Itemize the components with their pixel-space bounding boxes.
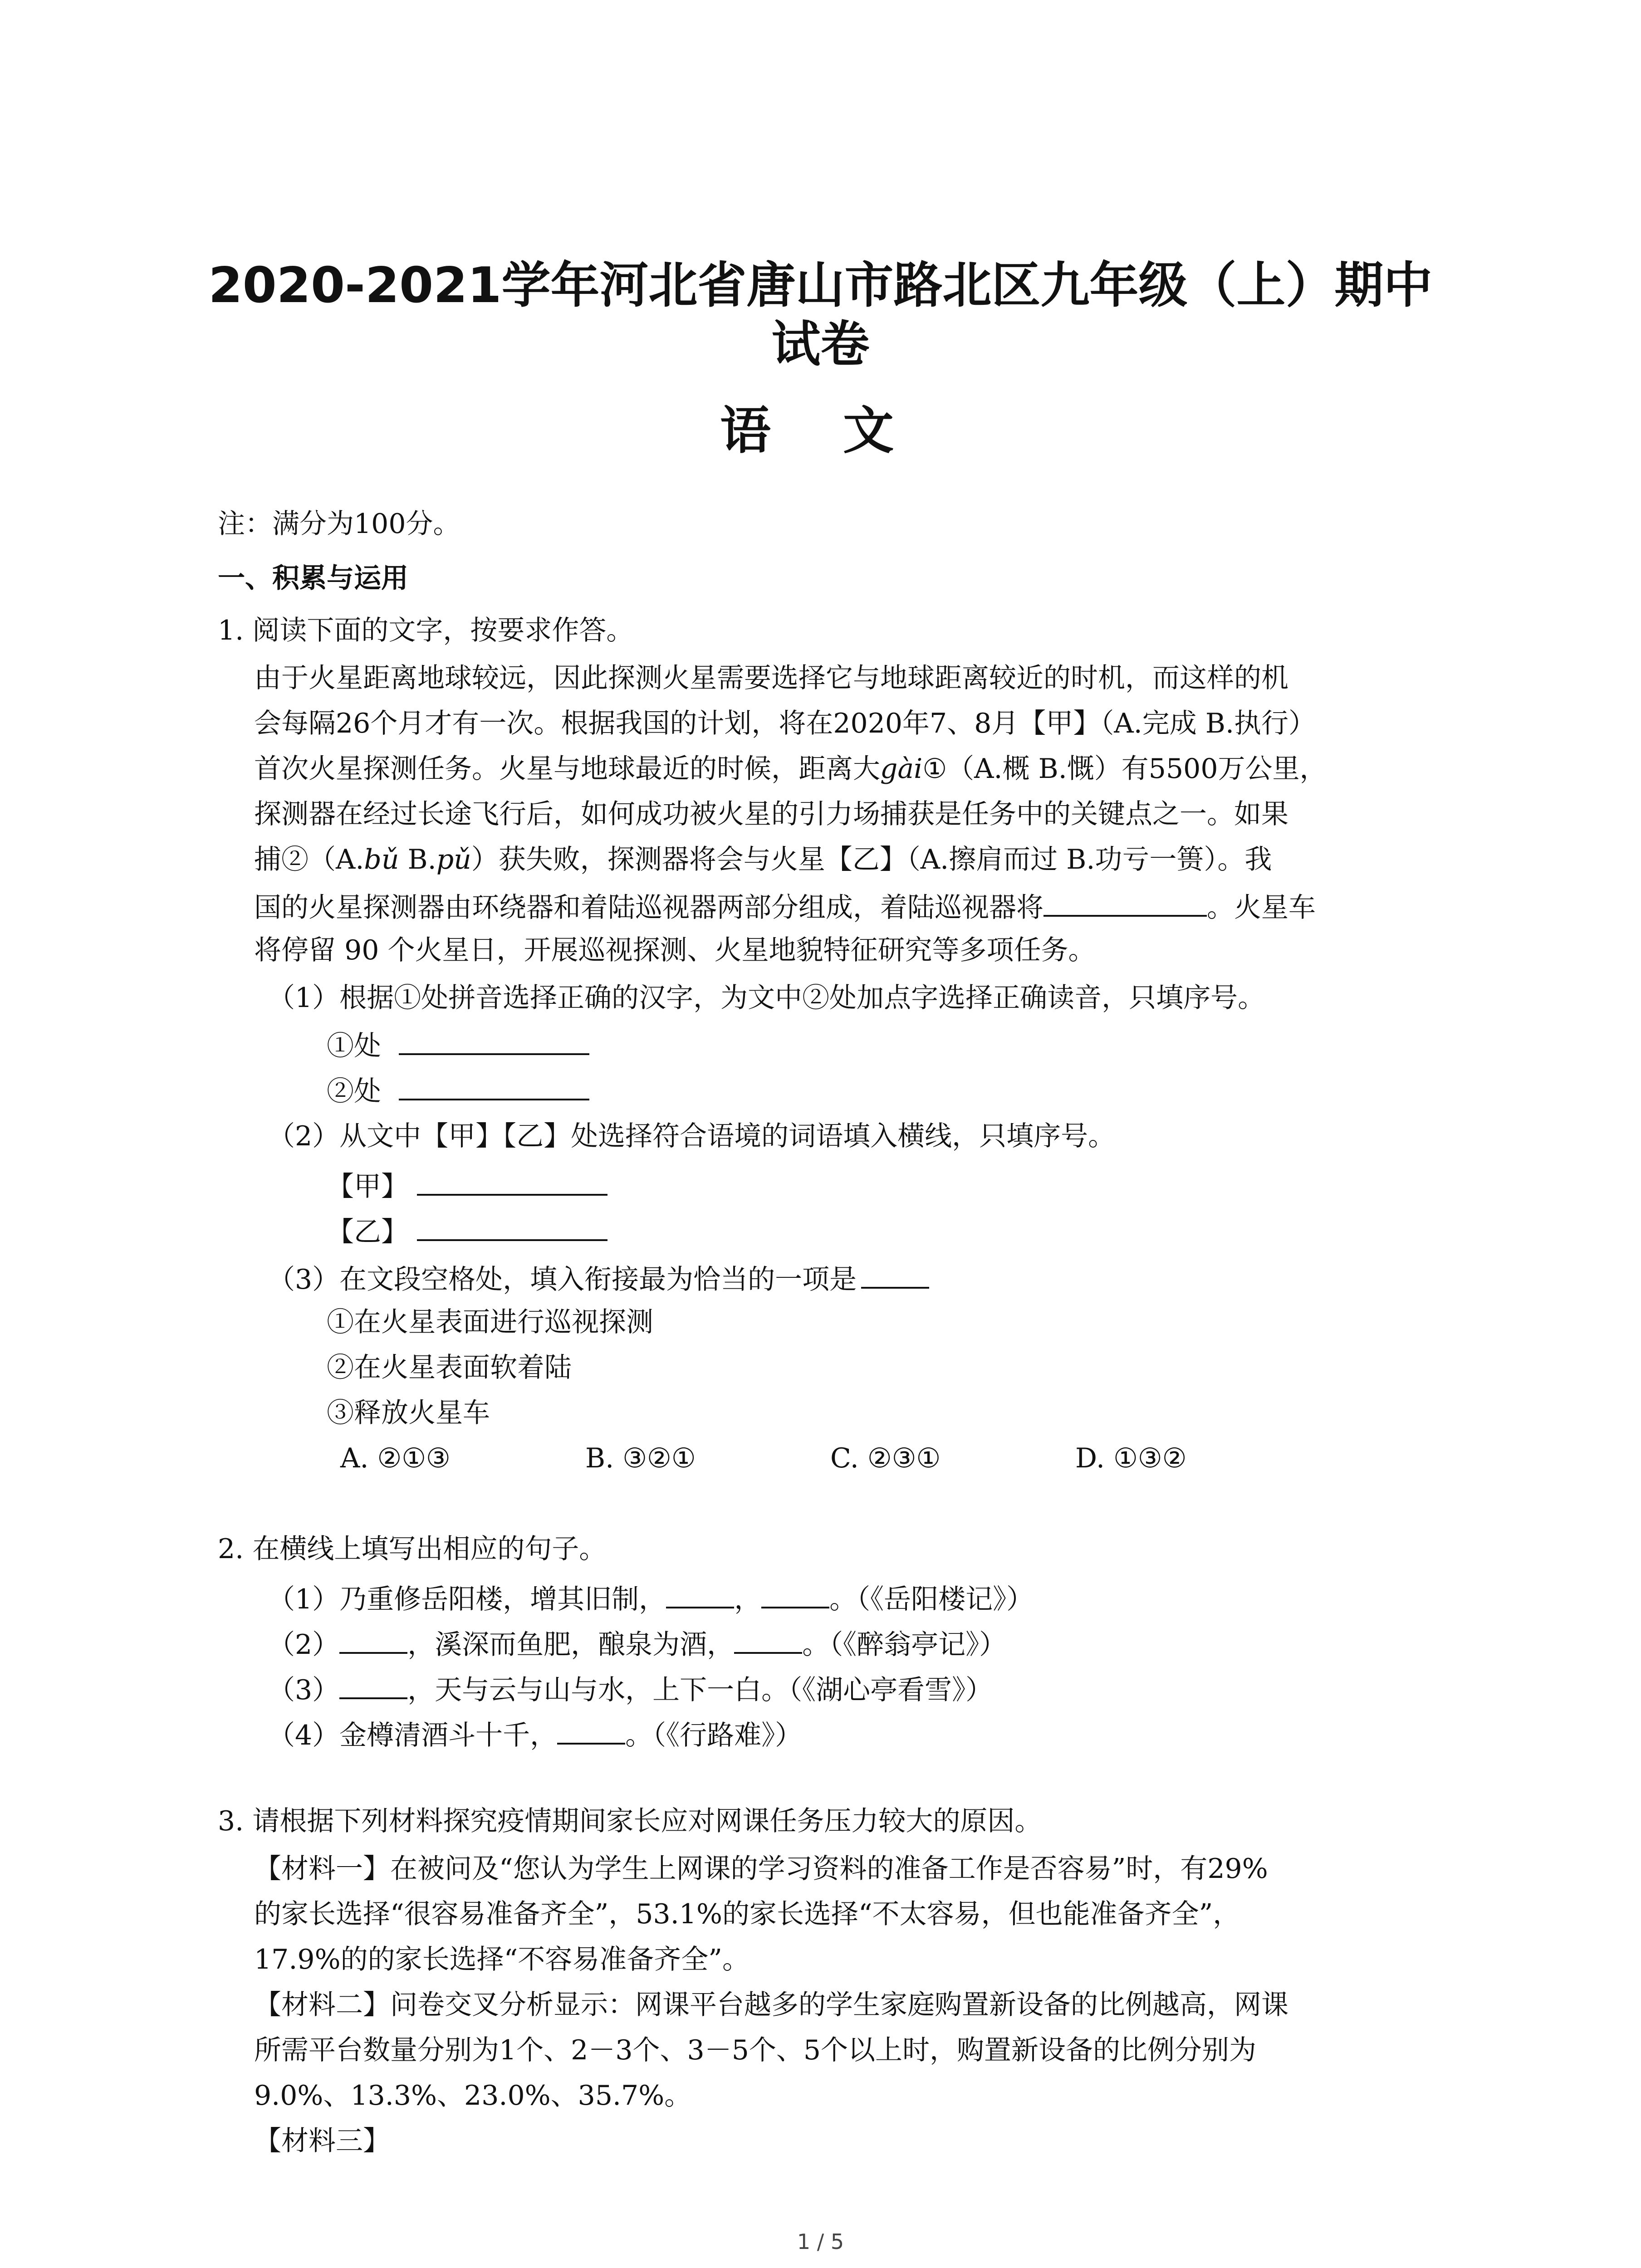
material-2-line-2: 所需平台数量分别为1个、2－3个、3－5个、5个以上时，购置新设备的比例分别为	[254, 2034, 1257, 2066]
passage-line-5	[254, 841, 1272, 878]
option-1: ①在火星表面进行巡视探测	[327, 1306, 653, 1338]
page-title: 2020-2021学年河北省唐山市路北区九年级（上）期中	[208, 257, 1433, 314]
subject-heading: 语 文	[720, 401, 921, 460]
answer-blank[interactable]	[734, 1624, 802, 1654]
sentence-text: 。（《岳阳楼记》）	[829, 1584, 1034, 1615]
answer-label: ②处	[327, 1075, 381, 1107]
sentence-text: 。（《行路难》）	[625, 1720, 803, 1751]
fill-line-2	[268, 1624, 1006, 1663]
passage-line-1: 由于火星距离地球较远，因此探测火星需要选择它与地球距离较近的时机，而这样的机	[254, 662, 1288, 694]
sentence-text: ，天与云与山与水，上下一白。（《湖心亭看雪》）	[407, 1674, 993, 1706]
material-1-line-2: 的家长选择“很容易准备齐全”，53.1%的家长选择“不太容易，但也能准备齐全”，	[254, 1898, 1240, 1930]
passage-line-7: 将停留 90 个火星日，开展巡视探测、火星地貌特征研究等多项任务。	[254, 934, 1096, 966]
subquestion-text: （3）在文段空格处，填入衔接最为恰当的一项是	[268, 1264, 857, 1295]
choice-a[interactable]: A. ②①③	[340, 1442, 451, 1474]
answer-line-yi	[327, 1211, 607, 1250]
material-2-line-3: 9.0%、13.3%、23.0%、35.7%。	[254, 2080, 692, 2112]
pinyin: pǔ	[436, 844, 471, 875]
page-title-continued: 试卷	[771, 316, 870, 373]
material-1-line-1: 【材料一】在被问及“您认为学生上网课的学习资料的准备工作是否容易”时，有29%	[254, 1853, 1268, 1885]
answer-blank[interactable]	[399, 1070, 589, 1100]
passage-line-4: 探测器在经过长途飞行后，如何成功被火星的引力场捕获是任务中的关键点之一。如果	[254, 798, 1288, 830]
answer-label: ①处	[327, 1030, 381, 1062]
answer-blank[interactable]	[417, 1166, 607, 1196]
fill-line-4	[268, 1715, 802, 1754]
material-1-line-3: 17.9%的的家长选择“不容易准备齐全”。	[254, 1944, 749, 1975]
passage-line-3	[254, 751, 1327, 787]
passage-line-2: 会每隔26个月才有一次。根据我国的计划，将在2020年7、8月【甲】（A.完成 B.执行）	[254, 708, 1316, 739]
passage-text: 首次火星探测任务。火星与地球最近的时候，距离大	[254, 753, 880, 785]
material-2-line-1: 【材料二】问卷交叉分析显示：网课平台越多的学生家庭购置新设备的比例越高，网课	[254, 1989, 1288, 2021]
score-note: 注：满分为100分。	[218, 508, 460, 540]
option-3: ③释放火星车	[327, 1397, 490, 1429]
choice-c[interactable]: C. ②③①	[830, 1442, 941, 1474]
sentence-text: 。（《醉翁亭记》）	[802, 1629, 1007, 1661]
passage-line-6	[254, 887, 1316, 926]
answer-line-2	[327, 1070, 589, 1110]
fill-line-1	[268, 1579, 1034, 1618]
question-2-stem: 2. 在横线上填写出相应的句子。	[218, 1533, 607, 1565]
subquestion-2: （2）从文中【甲】【乙】处选择符合语境的词语填入横线，只填序号。	[268, 1120, 1116, 1152]
passage-text: B.	[399, 844, 436, 875]
answer-blank[interactable]	[339, 1624, 407, 1654]
answer-blank[interactable]	[1043, 887, 1207, 917]
answer-line-jia	[327, 1166, 607, 1205]
answer-blank[interactable]	[761, 1579, 829, 1608]
passage-text: 。火星车	[1207, 892, 1316, 924]
passage-text: ）获失败，探测器将会与火星【乙】（A.擦肩而过 B.功亏一篑）。我	[471, 844, 1272, 875]
question-1-stem: 1. 阅读下面的文字，按要求作答。	[218, 615, 634, 646]
sentence-text: （3）	[268, 1674, 340, 1706]
sentence-text: （1）乃重修岳阳楼，增其旧制，	[268, 1584, 666, 1615]
sentence-text: ，	[734, 1584, 762, 1615]
answer-blank[interactable]	[861, 1259, 929, 1289]
answer-line-1	[327, 1025, 589, 1064]
choice-d[interactable]: D. ①③②	[1075, 1442, 1187, 1474]
option-2: ②在火星表面软着陆	[327, 1352, 572, 1383]
pinyin: bǔ	[364, 844, 399, 875]
answer-blank[interactable]	[399, 1025, 589, 1055]
answer-blank[interactable]	[417, 1211, 607, 1241]
answer-blank[interactable]	[557, 1715, 625, 1745]
passage-text: 国的火星探测器由环绕器和着陆巡视器两部分组成，着陆巡视器将	[254, 892, 1043, 924]
passage-text: ①（A.概 B.慨）有5500万公里，	[922, 753, 1327, 785]
sentence-text: （4）金樽清酒斗十千，	[268, 1720, 558, 1751]
section-heading: 一、积累与运用	[218, 562, 408, 594]
sentence-text: （2）	[268, 1629, 340, 1661]
passage-text: 捕②（A.	[254, 844, 364, 875]
pinyin: gài	[880, 753, 923, 785]
choice-b[interactable]: B. ③②①	[585, 1442, 696, 1474]
answer-label: 【甲】	[327, 1171, 408, 1202]
question-3-stem: 3. 请根据下列材料探究疫情期间家长应对网课任务压力较大的原因。	[218, 1805, 1042, 1837]
answer-blank[interactable]	[666, 1579, 734, 1608]
answer-blank[interactable]	[339, 1669, 407, 1699]
fill-line-3	[268, 1669, 993, 1708]
page-number: 1 / 5	[797, 2229, 844, 2254]
subquestion-1: （1）根据①处拼音选择正确的汉字，为文中②处加点字选择正确读音，只填序号。	[268, 982, 1265, 1014]
material-3-heading: 【材料三】	[254, 2125, 390, 2157]
answer-label: 【乙】	[327, 1216, 408, 1248]
sentence-text: ，溪深而鱼肥，酿泉为酒，	[407, 1629, 735, 1661]
subquestion-3	[268, 1259, 929, 1298]
